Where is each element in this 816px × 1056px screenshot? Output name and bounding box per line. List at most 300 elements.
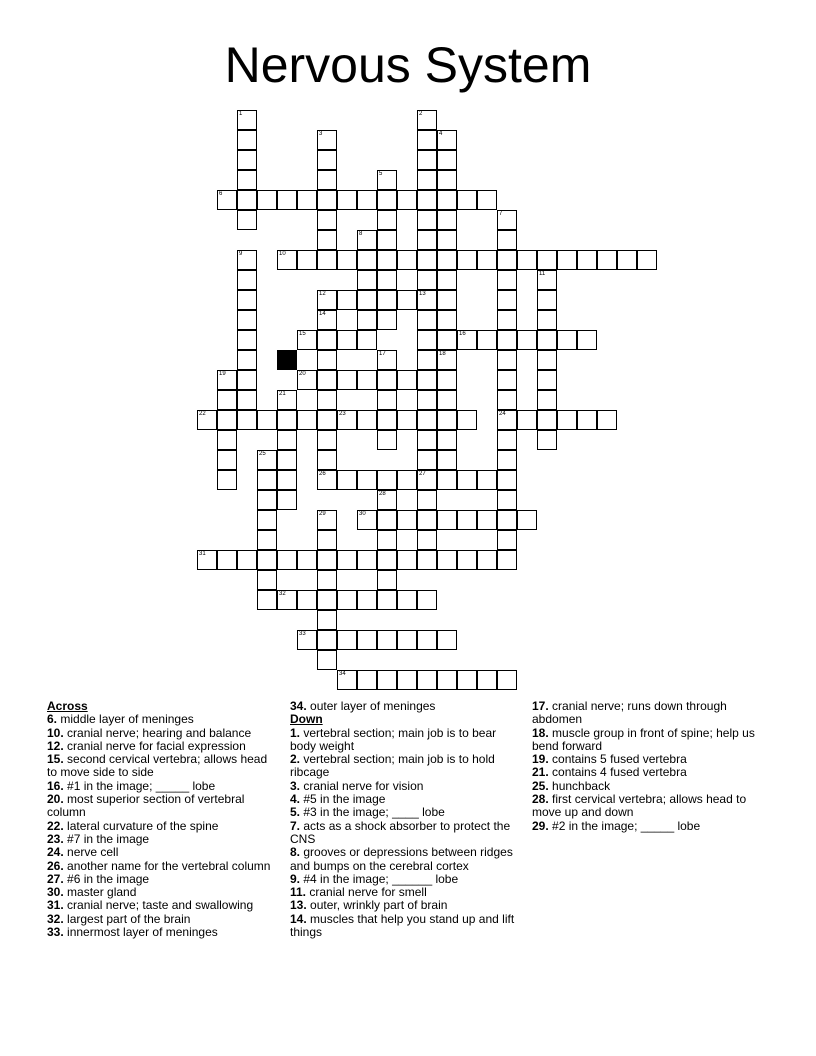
cell-number: 18 bbox=[439, 351, 446, 357]
grid-cell[interactable] bbox=[437, 250, 457, 270]
grid-cell[interactable] bbox=[437, 550, 457, 570]
clues-column-1 bbox=[47, 700, 275, 939]
cell-number: 33 bbox=[299, 631, 306, 637]
grid-cell[interactable] bbox=[237, 210, 257, 230]
grid-cell[interactable] bbox=[237, 130, 257, 150]
grid-cell[interactable] bbox=[257, 410, 277, 430]
clue-number: 24. bbox=[47, 845, 64, 860]
clue-number: 14. bbox=[290, 911, 307, 926]
clue-number: 18. bbox=[532, 725, 549, 740]
grid-cell[interactable] bbox=[377, 470, 397, 490]
grid-cell[interactable] bbox=[517, 250, 537, 270]
grid-cell[interactable] bbox=[237, 150, 257, 170]
clue-number: 29. bbox=[532, 818, 549, 833]
grid-cell[interactable] bbox=[317, 310, 337, 330]
grid-cell[interactable] bbox=[537, 310, 557, 330]
grid-cell[interactable] bbox=[337, 410, 357, 430]
clue-item bbox=[47, 727, 275, 740]
clue-text: cranial nerve for smell bbox=[309, 885, 427, 900]
grid-cell[interactable] bbox=[417, 430, 437, 450]
grid-cell[interactable] bbox=[257, 550, 277, 570]
grid-cell[interactable] bbox=[397, 630, 417, 650]
clue-number: 2. bbox=[290, 752, 301, 767]
grid-cell[interactable] bbox=[377, 590, 397, 610]
grid-cell[interactable] bbox=[297, 410, 317, 430]
grid-cell[interactable] bbox=[397, 550, 417, 570]
clue-number: 26. bbox=[47, 858, 64, 873]
grid-cell[interactable] bbox=[337, 190, 357, 210]
grid-cell[interactable] bbox=[297, 590, 317, 610]
grid-cell[interactable] bbox=[477, 670, 497, 690]
grid-cell[interactable] bbox=[597, 410, 617, 430]
across-clue-list bbox=[47, 713, 275, 939]
grid-cell[interactable] bbox=[617, 250, 637, 270]
clue-text: cranial nerve for vision bbox=[303, 778, 424, 793]
grid-cell[interactable] bbox=[417, 470, 437, 490]
grid-cell[interactable] bbox=[377, 550, 397, 570]
grid-cell[interactable] bbox=[317, 430, 337, 450]
grid-cell[interactable] bbox=[497, 210, 517, 230]
grid-cell[interactable] bbox=[457, 190, 477, 210]
grid-cell[interactable] bbox=[637, 250, 657, 270]
grid-cell[interactable] bbox=[437, 210, 457, 230]
grid-cell[interactable] bbox=[297, 550, 317, 570]
grid-cell[interactable] bbox=[417, 450, 437, 470]
grid-cell[interactable] bbox=[417, 130, 437, 150]
grid-cell[interactable] bbox=[377, 290, 397, 310]
grid-cell[interactable] bbox=[497, 290, 517, 310]
grid-cell[interactable] bbox=[377, 210, 397, 230]
grid-cell[interactable] bbox=[357, 370, 377, 390]
clue-text: outer, wrinkly part of brain bbox=[310, 898, 448, 913]
clue-text: master gland bbox=[67, 885, 137, 900]
clue-item bbox=[47, 740, 275, 753]
grid-cell[interactable] bbox=[337, 550, 357, 570]
grid-cell[interactable] bbox=[497, 510, 517, 530]
grid-cell[interactable] bbox=[377, 670, 397, 690]
grid-cell[interactable] bbox=[377, 530, 397, 550]
grid-cell[interactable] bbox=[377, 190, 397, 210]
grid-cell[interactable] bbox=[457, 550, 477, 570]
grid-cell[interactable] bbox=[537, 410, 557, 430]
grid-cell[interactable] bbox=[577, 410, 597, 430]
clues-column-3 bbox=[532, 700, 762, 833]
grid-cell[interactable] bbox=[457, 670, 477, 690]
grid-cell[interactable] bbox=[237, 390, 257, 410]
grid-cell[interactable] bbox=[257, 530, 277, 550]
clue-text: middle layer of meninges bbox=[60, 712, 194, 727]
grid-cell[interactable] bbox=[437, 510, 457, 530]
grid-cell[interactable] bbox=[417, 290, 437, 310]
grid-cell[interactable] bbox=[457, 470, 477, 490]
cell-number: 26 bbox=[319, 471, 326, 477]
grid-cell[interactable] bbox=[237, 110, 257, 130]
grid-cell[interactable] bbox=[297, 190, 317, 210]
grid-cell[interactable] bbox=[417, 330, 437, 350]
grid-cell[interactable] bbox=[537, 330, 557, 350]
grid-cell[interactable] bbox=[317, 170, 337, 190]
grid-cell[interactable] bbox=[257, 190, 277, 210]
cell-number: 10 bbox=[279, 251, 286, 257]
grid-cell[interactable] bbox=[437, 330, 457, 350]
blocked-cell bbox=[277, 350, 297, 370]
clue-number: 20. bbox=[47, 792, 64, 807]
cell-number: 28 bbox=[379, 491, 386, 497]
grid-cell[interactable] bbox=[237, 310, 257, 330]
grid-cell[interactable] bbox=[277, 190, 297, 210]
grid-cell[interactable] bbox=[237, 370, 257, 390]
grid-cell[interactable] bbox=[397, 410, 417, 430]
grid-cell[interactable] bbox=[377, 250, 397, 270]
grid-cell[interactable] bbox=[417, 350, 437, 370]
cell-number: 21 bbox=[279, 391, 286, 397]
grid-cell[interactable] bbox=[357, 190, 377, 210]
clue-number: 1. bbox=[290, 725, 301, 740]
grid-cell[interactable] bbox=[437, 410, 457, 430]
grid-cell[interactable] bbox=[197, 550, 217, 570]
grid-cell[interactable] bbox=[317, 250, 337, 270]
grid-cell[interactable] bbox=[317, 330, 337, 350]
grid-cell[interactable] bbox=[597, 250, 617, 270]
grid-cell[interactable] bbox=[437, 350, 457, 370]
clue-number: 28. bbox=[532, 792, 549, 807]
grid-cell[interactable] bbox=[417, 510, 437, 530]
clue-number: 34. bbox=[290, 699, 307, 713]
grid-cell[interactable] bbox=[457, 250, 477, 270]
grid-cell[interactable] bbox=[417, 490, 437, 510]
grid-cell[interactable] bbox=[537, 390, 557, 410]
grid-cell[interactable] bbox=[497, 330, 517, 350]
grid-cell[interactable] bbox=[217, 550, 237, 570]
grid-cell[interactable] bbox=[297, 370, 317, 390]
grid-cell[interactable] bbox=[317, 570, 337, 590]
grid-cell[interactable] bbox=[457, 410, 477, 430]
grid-cell[interactable] bbox=[497, 310, 517, 330]
grid-cell[interactable] bbox=[497, 530, 517, 550]
grid-cell[interactable] bbox=[457, 510, 477, 530]
grid-cell[interactable] bbox=[417, 670, 437, 690]
grid-cell[interactable] bbox=[437, 270, 457, 290]
grid-cell[interactable] bbox=[517, 330, 537, 350]
grid-cell[interactable] bbox=[217, 410, 237, 430]
grid-cell[interactable] bbox=[397, 190, 417, 210]
grid-cell[interactable] bbox=[497, 250, 517, 270]
grid-cell[interactable] bbox=[477, 190, 497, 210]
clue-number: 33. bbox=[47, 925, 64, 940]
clue-text: #5 in the image bbox=[303, 792, 386, 807]
grid-cell[interactable] bbox=[317, 610, 337, 630]
grid-cell[interactable] bbox=[317, 550, 337, 570]
grid-cell[interactable] bbox=[317, 410, 337, 430]
grid-cell[interactable] bbox=[497, 470, 517, 490]
grid-cell[interactable] bbox=[317, 650, 337, 670]
grid-cell[interactable] bbox=[417, 390, 437, 410]
grid-cell[interactable] bbox=[377, 430, 397, 450]
grid-cell[interactable] bbox=[257, 510, 277, 530]
grid-cell[interactable] bbox=[497, 390, 517, 410]
grid-cell[interactable] bbox=[357, 670, 377, 690]
grid-cell[interactable] bbox=[437, 310, 457, 330]
grid-cell[interactable] bbox=[317, 510, 337, 530]
grid-cell[interactable] bbox=[437, 450, 457, 470]
grid-cell[interactable] bbox=[357, 630, 377, 650]
grid-cell[interactable] bbox=[437, 370, 457, 390]
clue-text: #7 in the image bbox=[67, 831, 150, 846]
grid-cell[interactable] bbox=[377, 270, 397, 290]
clue-number: 23. bbox=[47, 831, 64, 846]
grid-cell[interactable] bbox=[437, 430, 457, 450]
grid-cell[interactable] bbox=[277, 490, 297, 510]
grid-cell[interactable] bbox=[317, 370, 337, 390]
grid-cell[interactable] bbox=[357, 250, 377, 270]
grid-cell[interactable] bbox=[557, 410, 577, 430]
grid-cell[interactable] bbox=[317, 450, 337, 470]
grid-cell[interactable] bbox=[537, 250, 557, 270]
grid-cell[interactable] bbox=[357, 310, 377, 330]
grid-cell[interactable] bbox=[417, 170, 437, 190]
grid-cell[interactable] bbox=[237, 290, 257, 310]
grid-cell[interactable] bbox=[497, 450, 517, 470]
grid-cell[interactable] bbox=[237, 350, 257, 370]
grid-cell[interactable] bbox=[537, 290, 557, 310]
clue-text: hunchback bbox=[552, 778, 611, 793]
grid-cell[interactable] bbox=[397, 470, 417, 490]
grid-cell[interactable] bbox=[397, 370, 417, 390]
grid-cell[interactable] bbox=[377, 630, 397, 650]
grid-cell[interactable] bbox=[417, 270, 437, 290]
grid-cell[interactable] bbox=[337, 290, 357, 310]
grid-cell[interactable] bbox=[237, 270, 257, 290]
grid-cell[interactable] bbox=[317, 350, 337, 370]
grid-cell[interactable] bbox=[197, 410, 217, 430]
grid-cell[interactable] bbox=[437, 390, 457, 410]
clue-item bbox=[47, 793, 275, 820]
grid-cell[interactable] bbox=[277, 450, 297, 470]
grid-cell[interactable] bbox=[497, 350, 517, 370]
clue-number: 3. bbox=[290, 778, 301, 793]
grid-cell[interactable] bbox=[357, 550, 377, 570]
grid-cell[interactable] bbox=[277, 390, 297, 410]
grid-cell[interactable] bbox=[417, 310, 437, 330]
grid-cell[interactable] bbox=[217, 470, 237, 490]
grid-cell[interactable] bbox=[417, 410, 437, 430]
grid-cell[interactable] bbox=[417, 530, 437, 550]
grid-cell[interactable] bbox=[537, 350, 557, 370]
grid-cell[interactable] bbox=[537, 270, 557, 290]
grid-cell[interactable] bbox=[417, 370, 437, 390]
grid-cell[interactable] bbox=[377, 310, 397, 330]
grid-cell[interactable] bbox=[317, 150, 337, 170]
grid-cell[interactable] bbox=[277, 590, 297, 610]
grid-cell[interactable] bbox=[577, 330, 597, 350]
grid-cell[interactable] bbox=[337, 670, 357, 690]
clue-number: 22. bbox=[47, 818, 64, 833]
grid-cell[interactable] bbox=[377, 370, 397, 390]
grid-cell[interactable] bbox=[517, 510, 537, 530]
grid-cell[interactable] bbox=[277, 470, 297, 490]
grid-cell[interactable] bbox=[317, 630, 337, 650]
clue-text: cranial nerve; runs down through abdomen bbox=[532, 699, 727, 727]
grid-cell[interactable] bbox=[337, 470, 357, 490]
grid-cell[interactable] bbox=[377, 510, 397, 530]
grid-cell[interactable] bbox=[537, 430, 557, 450]
clue-number: 25. bbox=[532, 778, 549, 793]
grid-cell[interactable] bbox=[317, 230, 337, 250]
grid-cell[interactable] bbox=[277, 550, 297, 570]
grid-cell[interactable] bbox=[257, 450, 277, 470]
grid-cell[interactable] bbox=[237, 190, 257, 210]
grid-cell[interactable] bbox=[497, 230, 517, 250]
grid-cell[interactable] bbox=[257, 590, 277, 610]
grid-cell[interactable] bbox=[477, 330, 497, 350]
grid-cell[interactable] bbox=[337, 250, 357, 270]
grid-cell[interactable] bbox=[357, 410, 377, 430]
grid-cell[interactable] bbox=[397, 670, 417, 690]
grid-cell[interactable] bbox=[357, 270, 377, 290]
grid-cell[interactable] bbox=[357, 330, 377, 350]
grid-cell[interactable] bbox=[497, 270, 517, 290]
grid-cell[interactable] bbox=[377, 170, 397, 190]
grid-cell[interactable] bbox=[417, 150, 437, 170]
grid-cell[interactable] bbox=[457, 330, 477, 350]
grid-cell[interactable] bbox=[497, 370, 517, 390]
clue-text: cranial nerve for facial expression bbox=[67, 738, 246, 753]
grid-cell[interactable] bbox=[317, 590, 337, 610]
grid-cell[interactable] bbox=[217, 190, 237, 210]
grid-cell[interactable] bbox=[317, 130, 337, 150]
grid-cell[interactable] bbox=[417, 210, 437, 230]
grid-cell[interactable] bbox=[477, 250, 497, 270]
cell-number: 12 bbox=[319, 291, 326, 297]
grid-cell[interactable] bbox=[317, 470, 337, 490]
grid-cell[interactable] bbox=[237, 330, 257, 350]
cell-number: 16 bbox=[459, 331, 466, 337]
grid-cell[interactable] bbox=[377, 410, 397, 430]
grid-cell[interactable] bbox=[377, 230, 397, 250]
grid-cell[interactable] bbox=[357, 510, 377, 530]
grid-cell[interactable] bbox=[437, 130, 457, 150]
cell-number: 7 bbox=[499, 211, 503, 217]
grid-cell[interactable] bbox=[357, 290, 377, 310]
grid-cell[interactable] bbox=[257, 490, 277, 510]
grid-cell[interactable] bbox=[217, 370, 237, 390]
grid-cell[interactable] bbox=[377, 390, 397, 410]
grid-cell[interactable] bbox=[497, 430, 517, 450]
across-heading: Across bbox=[47, 699, 88, 713]
grid-cell[interactable] bbox=[437, 170, 457, 190]
grid-cell[interactable] bbox=[377, 350, 397, 370]
grid-cell[interactable] bbox=[237, 550, 257, 570]
grid-cell[interactable] bbox=[437, 230, 457, 250]
clue-text: most superior section of vertebral column bbox=[47, 792, 245, 820]
grid-cell[interactable] bbox=[437, 630, 457, 650]
grid-cell[interactable] bbox=[217, 390, 237, 410]
clue-item bbox=[290, 873, 524, 886]
grid-cell[interactable] bbox=[377, 490, 397, 510]
grid-cell[interactable] bbox=[357, 230, 377, 250]
grid-cell[interactable] bbox=[377, 570, 397, 590]
grid-cell[interactable] bbox=[497, 550, 517, 570]
clue-number: 9. bbox=[290, 871, 301, 886]
grid-cell[interactable] bbox=[277, 430, 297, 450]
grid-cell[interactable] bbox=[497, 410, 517, 430]
grid-cell[interactable] bbox=[497, 490, 517, 510]
grid-cell[interactable] bbox=[277, 250, 297, 270]
grid-cell[interactable] bbox=[557, 330, 577, 350]
grid-cell[interactable] bbox=[237, 410, 257, 430]
grid-cell[interactable] bbox=[217, 450, 237, 470]
grid-cell[interactable] bbox=[417, 590, 437, 610]
grid-cell[interactable] bbox=[417, 630, 437, 650]
grid-cell[interactable] bbox=[397, 590, 417, 610]
grid-cell[interactable] bbox=[537, 370, 557, 390]
grid-cell[interactable] bbox=[357, 470, 377, 490]
clue-text: lateral curvature of the spine bbox=[67, 818, 219, 833]
grid-cell[interactable] bbox=[517, 410, 537, 430]
grid-cell[interactable] bbox=[297, 330, 317, 350]
grid-cell[interactable] bbox=[417, 230, 437, 250]
clue-number: 21. bbox=[532, 765, 549, 780]
grid-cell[interactable] bbox=[317, 190, 337, 210]
grid-cell[interactable] bbox=[317, 210, 337, 230]
grid-cell[interactable] bbox=[477, 550, 497, 570]
grid-cell[interactable] bbox=[577, 250, 597, 270]
grid-cell[interactable] bbox=[357, 590, 377, 610]
across-clue-list-continued bbox=[290, 700, 524, 713]
grid-cell[interactable] bbox=[237, 250, 257, 270]
grid-cell[interactable] bbox=[557, 250, 577, 270]
grid-cell[interactable] bbox=[417, 190, 437, 210]
grid-cell[interactable] bbox=[337, 370, 357, 390]
clue-text: second cervical vertebra; allows head to move side to side bbox=[47, 752, 268, 780]
grid-cell[interactable] bbox=[337, 330, 357, 350]
cell-number: 17 bbox=[379, 351, 386, 357]
grid-cell[interactable] bbox=[417, 550, 437, 570]
grid-cell[interactable] bbox=[437, 290, 457, 310]
grid-cell[interactable] bbox=[297, 250, 317, 270]
grid-cell[interactable] bbox=[337, 630, 357, 650]
grid-cell[interactable] bbox=[257, 470, 277, 490]
grid-cell[interactable] bbox=[317, 290, 337, 310]
grid-cell[interactable] bbox=[417, 250, 437, 270]
grid-cell[interactable] bbox=[297, 630, 317, 650]
clue-text: #6 in the image bbox=[67, 871, 150, 886]
cell-number: 1 bbox=[239, 111, 243, 117]
grid-cell[interactable] bbox=[417, 110, 437, 130]
grid-cell[interactable] bbox=[217, 430, 237, 450]
grid-cell[interactable] bbox=[497, 670, 517, 690]
grid-cell[interactable] bbox=[477, 470, 497, 490]
grid-cell[interactable] bbox=[397, 250, 417, 270]
clue-number: 16. bbox=[47, 778, 64, 793]
grid-cell[interactable] bbox=[277, 410, 297, 430]
grid-cell[interactable] bbox=[437, 470, 457, 490]
grid-cell[interactable] bbox=[397, 510, 417, 530]
clue-number: 32. bbox=[47, 911, 64, 926]
grid-cell[interactable] bbox=[437, 150, 457, 170]
grid-cell[interactable] bbox=[257, 570, 277, 590]
grid-cell[interactable] bbox=[317, 530, 337, 550]
grid-cell[interactable] bbox=[337, 590, 357, 610]
grid-cell[interactable] bbox=[437, 190, 457, 210]
grid-cell[interactable] bbox=[317, 390, 337, 410]
clue-number: 19. bbox=[532, 752, 549, 767]
grid-cell[interactable] bbox=[397, 290, 417, 310]
grid-cell[interactable] bbox=[437, 670, 457, 690]
grid-cell[interactable] bbox=[237, 170, 257, 190]
grid-cell[interactable] bbox=[477, 510, 497, 530]
down-clue-list-continued bbox=[532, 700, 762, 833]
